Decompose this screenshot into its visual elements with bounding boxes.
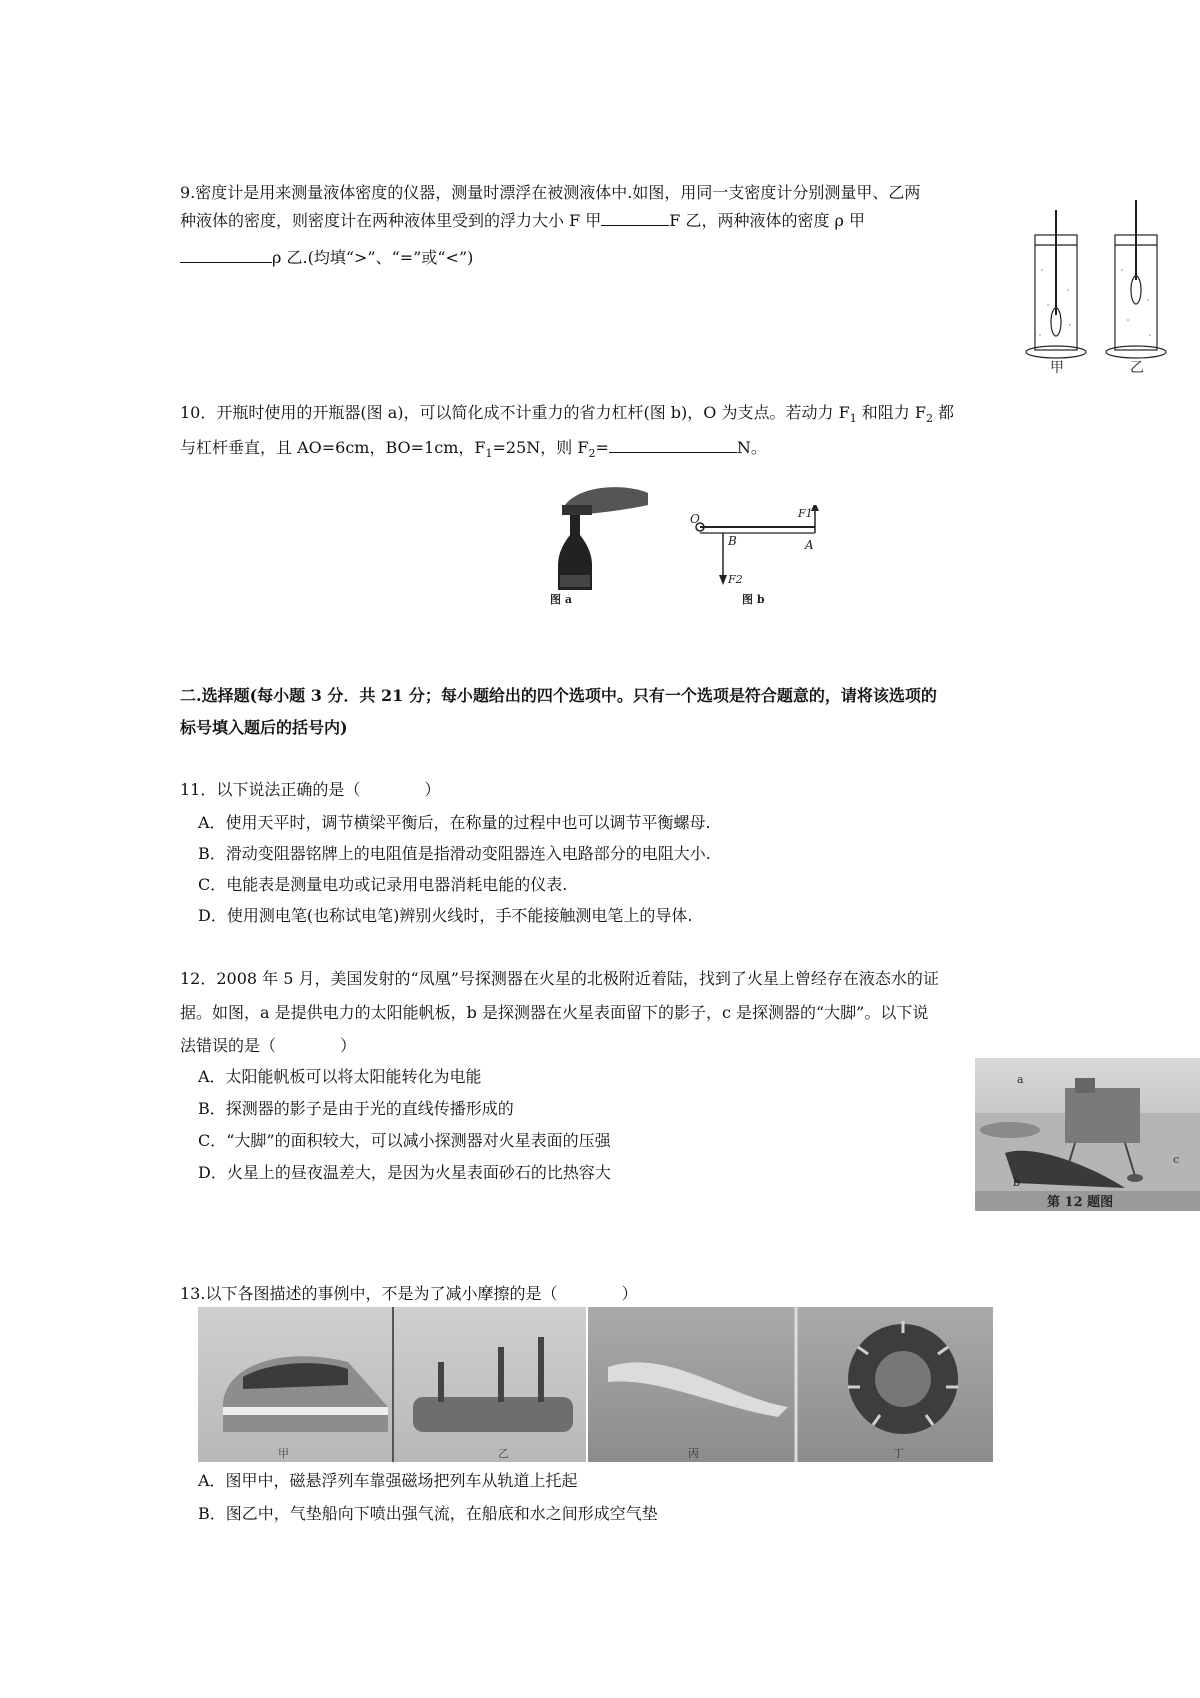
cylinder-jia bbox=[1026, 210, 1086, 358]
q10-line-2-sub-1: 1 bbox=[485, 447, 493, 461]
q11-option-d[interactable]: D．使用测电笔(也称试电笔)辨别火线时，手不能接触测电笔上的导体. bbox=[198, 906, 693, 925]
q13-option-b[interactable]: B．图乙中，气垫船向下喷出强气流，在船底和水之间形成空气垫 bbox=[198, 1504, 658, 1523]
q12-line-3: 法错误的是（ ） bbox=[180, 1036, 357, 1055]
q9-line-2 bbox=[180, 210, 865, 232]
q12-line-2: 据。如图，a 是提供电力的太阳能帆板，b 是探测器在火星表面留下的影子，c 是探测器的“大脚”。以下说 bbox=[180, 1003, 929, 1022]
q13-photo-label-ding: 丁 bbox=[893, 1447, 904, 1460]
label-F1: F1 bbox=[798, 507, 813, 520]
photo-label-b: b bbox=[1013, 1176, 1021, 1189]
q13-photo-label-bing: 丙 bbox=[688, 1447, 699, 1460]
q10-line-2-text-d: N。 bbox=[736, 438, 767, 457]
section-2-heading-line-2: 标号填入题后的括号内) bbox=[180, 718, 348, 737]
q11-option-b[interactable]: B．滑动变阻器铭牌上的电阻值是指滑动变阻器连入电路部分的电阻大小. bbox=[198, 844, 711, 863]
swimmer-shape bbox=[608, 1362, 788, 1417]
q13-photo-label-yi: 乙 bbox=[498, 1447, 509, 1460]
photo-label-c: c bbox=[1173, 1153, 1180, 1166]
q10-line-1 bbox=[180, 402, 954, 430]
q11-option-c[interactable]: C．电能表是测量电功或记录用电器消耗电能的仪表. bbox=[198, 875, 568, 894]
q10-line-2-sub-2: 2 bbox=[588, 447, 596, 461]
q10-answer-blank[interactable] bbox=[609, 437, 737, 453]
phoenix-lander-photo bbox=[975, 1058, 1200, 1211]
q10-line-1-sub-1: 1 bbox=[849, 412, 857, 426]
q12-option-c[interactable]: C．“大脚”的面积较大，可以减小探测器对火星表面的压强 bbox=[198, 1131, 611, 1150]
q12-option-b[interactable]: B．探测器的影子是由于光的直线传播形成的 bbox=[198, 1099, 514, 1118]
q10-line-2-text-b: =25N，则 F bbox=[492, 438, 589, 457]
q10-line-2-text-a: 与杠杆垂直，且 AO=6cm，BO=1cm，F bbox=[180, 438, 486, 457]
fig-b-caption: 图 b bbox=[742, 593, 765, 606]
fig-a-caption: 图 a bbox=[550, 593, 572, 605]
q10-line-2-text-c: = bbox=[595, 438, 609, 457]
q9-line-3-text: ρ 乙.(均填“>”、“=”或“<”) bbox=[272, 248, 474, 267]
q13-photo-maglev-hovercraft bbox=[198, 1307, 586, 1462]
q9-line-1: 9.密度计是用来测量液体密度的仪器，测量时漂浮在被测液体中.如图，用同一支密度计分别测量甲、乙两 bbox=[180, 183, 921, 202]
fig-label-jia: 甲 bbox=[1050, 360, 1064, 375]
q13-option-a[interactable]: A．图甲中，磁悬浮列车靠强磁场把列车从轨道上托起 bbox=[198, 1471, 578, 1490]
q12-photo-caption: 第 12 题图 bbox=[1047, 1195, 1114, 1210]
label-A: A bbox=[805, 538, 814, 552]
label-B: B bbox=[728, 534, 737, 548]
photo-label-a: a bbox=[1017, 1073, 1024, 1086]
q9-line-3 bbox=[180, 247, 473, 269]
q12-option-d[interactable]: D．火星上的昼夜温差大，是因为火星表面砂石的比热容大 bbox=[198, 1163, 611, 1182]
q9-answer-blank-1[interactable] bbox=[601, 210, 669, 226]
cylinder-yi bbox=[1106, 200, 1166, 358]
q11-option-a[interactable]: A．使用天平时，调节横梁平衡后，在称量的过程中也可以调节平衡螺母. bbox=[198, 813, 711, 832]
label-F2: F2 bbox=[728, 573, 743, 586]
lander-illustration bbox=[975, 1058, 1200, 1211]
q9-line-2-text-b: F 乙，两种液体的密度 ρ 甲 bbox=[669, 211, 866, 230]
q12-line-1: 12．2008 年 5 月，美国发射的“凤凰”号探测器在火星的北极附近着陆，找到了火星上曾经存在液态水的证 bbox=[180, 969, 939, 988]
q10-line-2 bbox=[180, 437, 767, 465]
q10-line-1-sub-2: 2 bbox=[925, 412, 933, 426]
fig-label-yi: 乙 bbox=[1130, 360, 1144, 375]
q9-answer-blank-2[interactable] bbox=[180, 247, 272, 263]
q13-stem: 13.以下各图描述的事例中，不是为了减小摩擦的是（ ） bbox=[180, 1284, 638, 1303]
hydrometer-figure bbox=[1020, 200, 1170, 375]
q13-photo-swimmer-tire bbox=[588, 1307, 993, 1462]
q10-line-1-text-c: 都 bbox=[932, 403, 955, 422]
bottle-opener-figure-a bbox=[530, 465, 660, 605]
q11-stem: 11．以下说法正确的是（ ） bbox=[180, 780, 441, 799]
hovercraft-shape bbox=[413, 1397, 573, 1432]
section-2-heading-line-1: 二.选择题(每小题 3 分．共 21 分；每小题给出的四个选项中。只有一个选项是符合题意的，请将该选项的 bbox=[180, 686, 937, 705]
q13-photo-label-jia: 甲 bbox=[278, 1447, 289, 1460]
q10-line-1-text-b: 和阻力 F bbox=[856, 403, 926, 422]
q9-line-2-text-a: 种液体的密度，则密度计在两种液体里受到的浮力大小 F 甲 bbox=[180, 211, 602, 230]
label-O: O bbox=[690, 512, 700, 526]
q12-option-a[interactable]: A．太阳能帆板可以将太阳能转化为电能 bbox=[198, 1067, 482, 1086]
q10-line-1-text-a: 10．开瓶时使用的开瓶器(图 a)，可以简化成不计重力的省力杠杆(图 b)，O 为支点。若动力 F bbox=[180, 403, 850, 422]
lever-figure-b bbox=[690, 505, 840, 610]
